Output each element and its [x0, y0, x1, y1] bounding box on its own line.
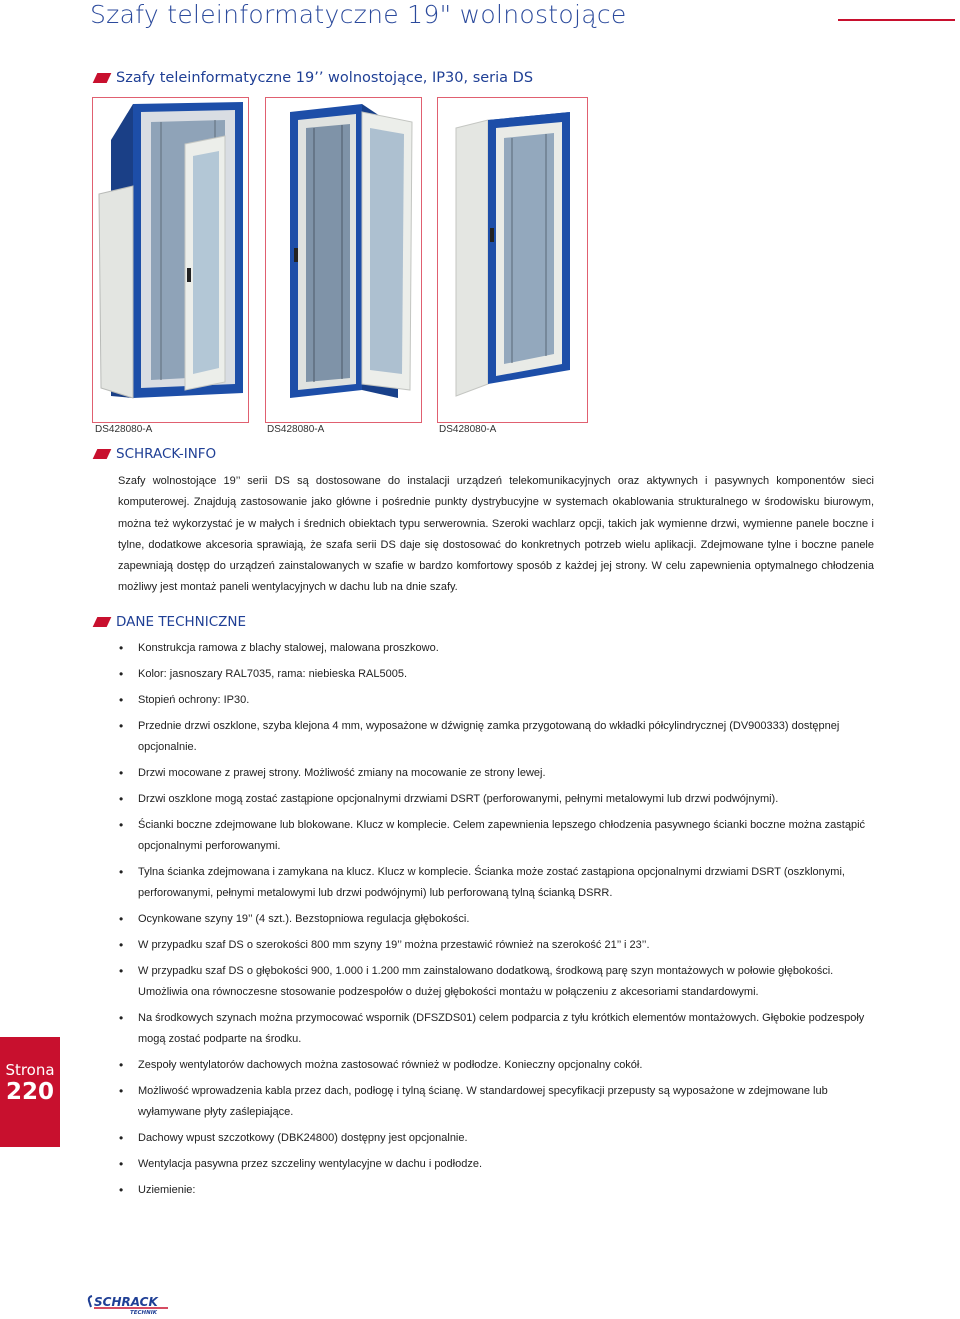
list-item: • Zespoły wentylatorów dachowych można zastosować również w podłodze. Konieczny opcjonalny cokół.: [118, 1055, 878, 1076]
section-marker-icon: [93, 617, 112, 627]
schrack-logo: [86, 1293, 172, 1315]
tech-list: [118, 638, 878, 1206]
page-title: Szafy teleinformatyczne 19" wolnostojące: [90, 0, 627, 29]
title-rule: [838, 19, 955, 21]
list-item: • Stopień ochrony: IP30.: [118, 690, 878, 711]
list-item: • Drzwi mocowane z prawej strony. Możliwość zmiany na mocowanie ze strony lewej.: [118, 763, 878, 784]
section-marker-icon: [93, 73, 112, 83]
product-image-2: [265, 97, 422, 423]
list-item: • Drzwi oszklone mogą zostać zastąpione opcjonalnymi drzwiami DSRT (perforowanymi, pełnymi metalowymi lub drzwi podwójnymi).: [118, 789, 878, 810]
list-item: • Ocynkowane szyny 19’’ (4 szt.). Bezstopniowa regulacja głębokości.: [118, 909, 878, 930]
section-heading-series-text: Szafy teleinformatyczne 19’’ wolnostojące, IP30, seria DS: [116, 70, 534, 86]
list-item: • Uziemienie:: [118, 1180, 878, 1201]
page-number: 220: [5, 1079, 54, 1105]
section-heading-tech-text: DANE TECHNICZNE: [116, 614, 247, 630]
product-caption-2: DS428080-A: [267, 424, 325, 435]
section-heading-info: [95, 446, 216, 462]
list-item: • Tylna ścianka zdejmowana i zamykana na klucz. Klucz w komplecie. Ścianka może zostać zastąpiona opcjonalnymi drzwiami DSRT (oszklonymi, perforowanymi, pełnymi metalowymi lub drzwi podwójnymi) lub perforowaną tylną ścianką DSRR.: [118, 862, 878, 904]
list-item: • Ścianki boczne zdejmowane lub blokowane. Klucz w komplecie. Celem zapewnienia lepszego chłodzenia pasywnego ścianki boczne można zastąpić opcjonalnymi perforowanymi.: [118, 815, 878, 857]
section-marker-icon: [93, 449, 112, 459]
list-item: • Na środkowych szynach można przymocować wspornik (DFSZDS01) celem podparcia z tyłu krótkich elementów montażowych. Głębokie podzespoły mogą zostać podparte na środku.: [118, 1008, 878, 1050]
list-item: • Konstrukcja ramowa z blachy stalowej, malowana proszkowo.: [118, 638, 878, 659]
list-item: • Kolor: jasnoszary RAL7035, rama: niebieska RAL5005.: [118, 664, 878, 685]
list-item: • Przednie drzwi oszklone, szyba klejona 4 mm, wyposażone w dźwignię zamka przygotowaną do wkładki półcylindrycznej (DV900333) dostępnej opcjonalnie.: [118, 716, 878, 758]
info-paragraph: Szafy wolnostojące 19’’ serii DS są dostosowane do instalacji urządzeń telekomunikacyjnych oraz aktywnych i pasywnych komponentów sieci komputerowej. Znajdują zastosowanie jako główne i pośrednie punkty dystrybucyjne w systemach okablowania strukturalnego w środowisku biurowym, można też wykorzystać je w małych i średnich obiektach typu serwerownia. Szeroki wachlarz opcji, takich jak wymienne drzwi, wymienne panele boczne i tylne, dodatkowe akcesoria sprawiają, że szafa serii DS daje się dostosować do konkretnych potrzeb wielu aplikacji. Zdejmowane tylne i boczne panele zapewniają dostęp do urządzeń zainstalowanych w szafie w bardzo komfortowy sposób z każdej jej strony. W celu zapewnienia optymalnego chłodzenia możliwy jest montaż paneli wentylacyjnych w dachu lub na dnie szafy.: [118, 475, 874, 594]
cabinet-closed-illustration: [438, 98, 587, 422]
list-item: • Możliwość wprowadzenia kabla przez dach, podłogę i tylną ścianę. W standardowej specyfikacji przepusty są wyposażone w zdejmowane lub wyłamywane płyty zaślepiające.: [118, 1081, 878, 1123]
svg-text:SCHRACK: SCHRACK: [94, 1295, 158, 1309]
product-caption-3: DS428080-A: [439, 424, 497, 435]
section-heading-series: [95, 70, 533, 86]
page-label: Strona: [5, 1061, 55, 1079]
svg-text:TECHNIK: TECHNIK: [130, 1310, 158, 1315]
list-item: • W przypadku szaf DS o głębokości 900, 1.000 i 1.200 mm zainstalowano dodatkową, środkową parę szyn montażowych w połowie głębokości. Umożliwia ona równoczesne stosowanie podzespołów o dużej głębokości montażu w połączeniu z akcesoriami standardowymi.: [118, 961, 878, 1003]
cabinet-door-open-illustration: [266, 98, 421, 422]
cabinet-open-panel-illustration: [93, 98, 248, 422]
list-item: • Dachowy wpust szczotkowy (DBK24800) dostępny jest opcjonalnie.: [118, 1128, 878, 1149]
page-number-box: [0, 1037, 60, 1147]
list-item: • Wentylacja pasywna przez szczeliny wentylacyjne w dachu i podłodze.: [118, 1154, 878, 1175]
product-image-3: [437, 97, 588, 423]
section-heading-info-text: SCHRACK-INFO: [116, 446, 217, 462]
section-heading-tech: [95, 614, 246, 630]
product-image-1: [92, 97, 249, 423]
list-item: • W przypadku szaf DS o szerokości 800 mm szyny 19’’ można przestawić również na szerokość 21’’ i 23’’.: [118, 935, 878, 956]
product-caption-1: DS428080-A: [95, 424, 153, 435]
